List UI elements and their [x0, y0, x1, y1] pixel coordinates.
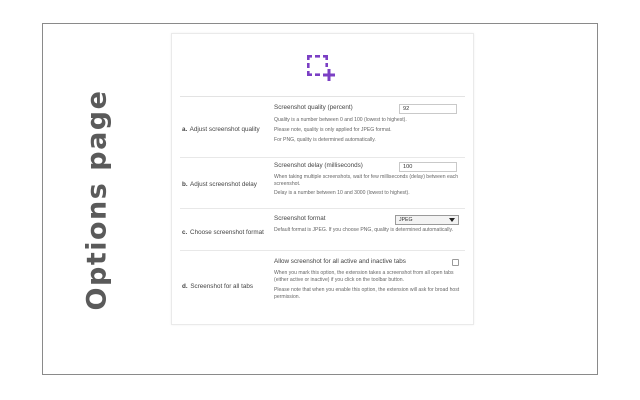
option-letter: a.	[182, 126, 188, 133]
format-desc-1: Default format is JPEG. If you choose PNG, quality is determined automatically.	[274, 227, 454, 233]
row-divider	[180, 157, 465, 158]
option-label-text: Adjust screenshot quality	[189, 126, 260, 133]
quality-desc-1: Quality is a number between 0 and 100 (lowest to highest).	[274, 117, 407, 123]
options-card	[171, 33, 474, 325]
option-label-text: Screenshot for all tabs	[190, 283, 254, 290]
delay-field-title: Screenshot delay (milliseconds)	[274, 162, 363, 169]
alltabs-desc-1: When you mark this option, the extension takes a screenshot from all open tabs (either active or inactive) if you click on the toolbar button.	[274, 270, 454, 283]
alltabs-field-title: Allow screenshot for all active and inactive tabs	[274, 258, 406, 265]
row-divider	[180, 208, 465, 209]
quality-desc-2: Please note, quality is only applied for JPEG format.	[274, 127, 392, 133]
format-select[interactable]	[395, 215, 459, 225]
option-label-text: Adjust screenshot delay	[190, 181, 257, 188]
alltabs-checkbox[interactable]	[452, 259, 459, 266]
option-alltabs-label	[182, 283, 253, 290]
format-selected-value: JPEG	[399, 217, 413, 223]
header-divider	[180, 96, 465, 97]
side-caption: Options page	[81, 89, 113, 311]
option-label-text: Choose screenshot format	[190, 229, 264, 236]
alltabs-desc-2: Please note that when you enable this option, the extension will ask for broad host permission.	[274, 287, 460, 300]
delay-desc-1: When taking multiple screenshots, wait for few milliseconds (delay) between each screenshot.	[274, 174, 459, 187]
quality-field-title: Screenshot quality (percent)	[274, 104, 353, 111]
delay-input[interactable]: 100	[399, 162, 457, 172]
option-quality-label	[182, 126, 260, 133]
quality-desc-3: For PNG, quality is determined automatically.	[274, 137, 376, 143]
option-alltabs-body	[274, 258, 464, 301]
quality-input[interactable]: 92	[399, 104, 457, 114]
format-field-title: Screenshot format	[274, 215, 326, 222]
option-format-label	[182, 229, 264, 236]
option-delay-label	[182, 181, 257, 188]
option-letter: d.	[182, 283, 188, 290]
screenshot-region-add-icon	[306, 54, 336, 84]
option-letter: b.	[182, 181, 188, 188]
row-divider	[180, 250, 465, 251]
delay-desc-2: Delay is a number between 10 and 3000 (lowest to highest).	[274, 190, 410, 196]
option-letter: c.	[182, 229, 188, 236]
chevron-down-icon	[449, 218, 455, 222]
